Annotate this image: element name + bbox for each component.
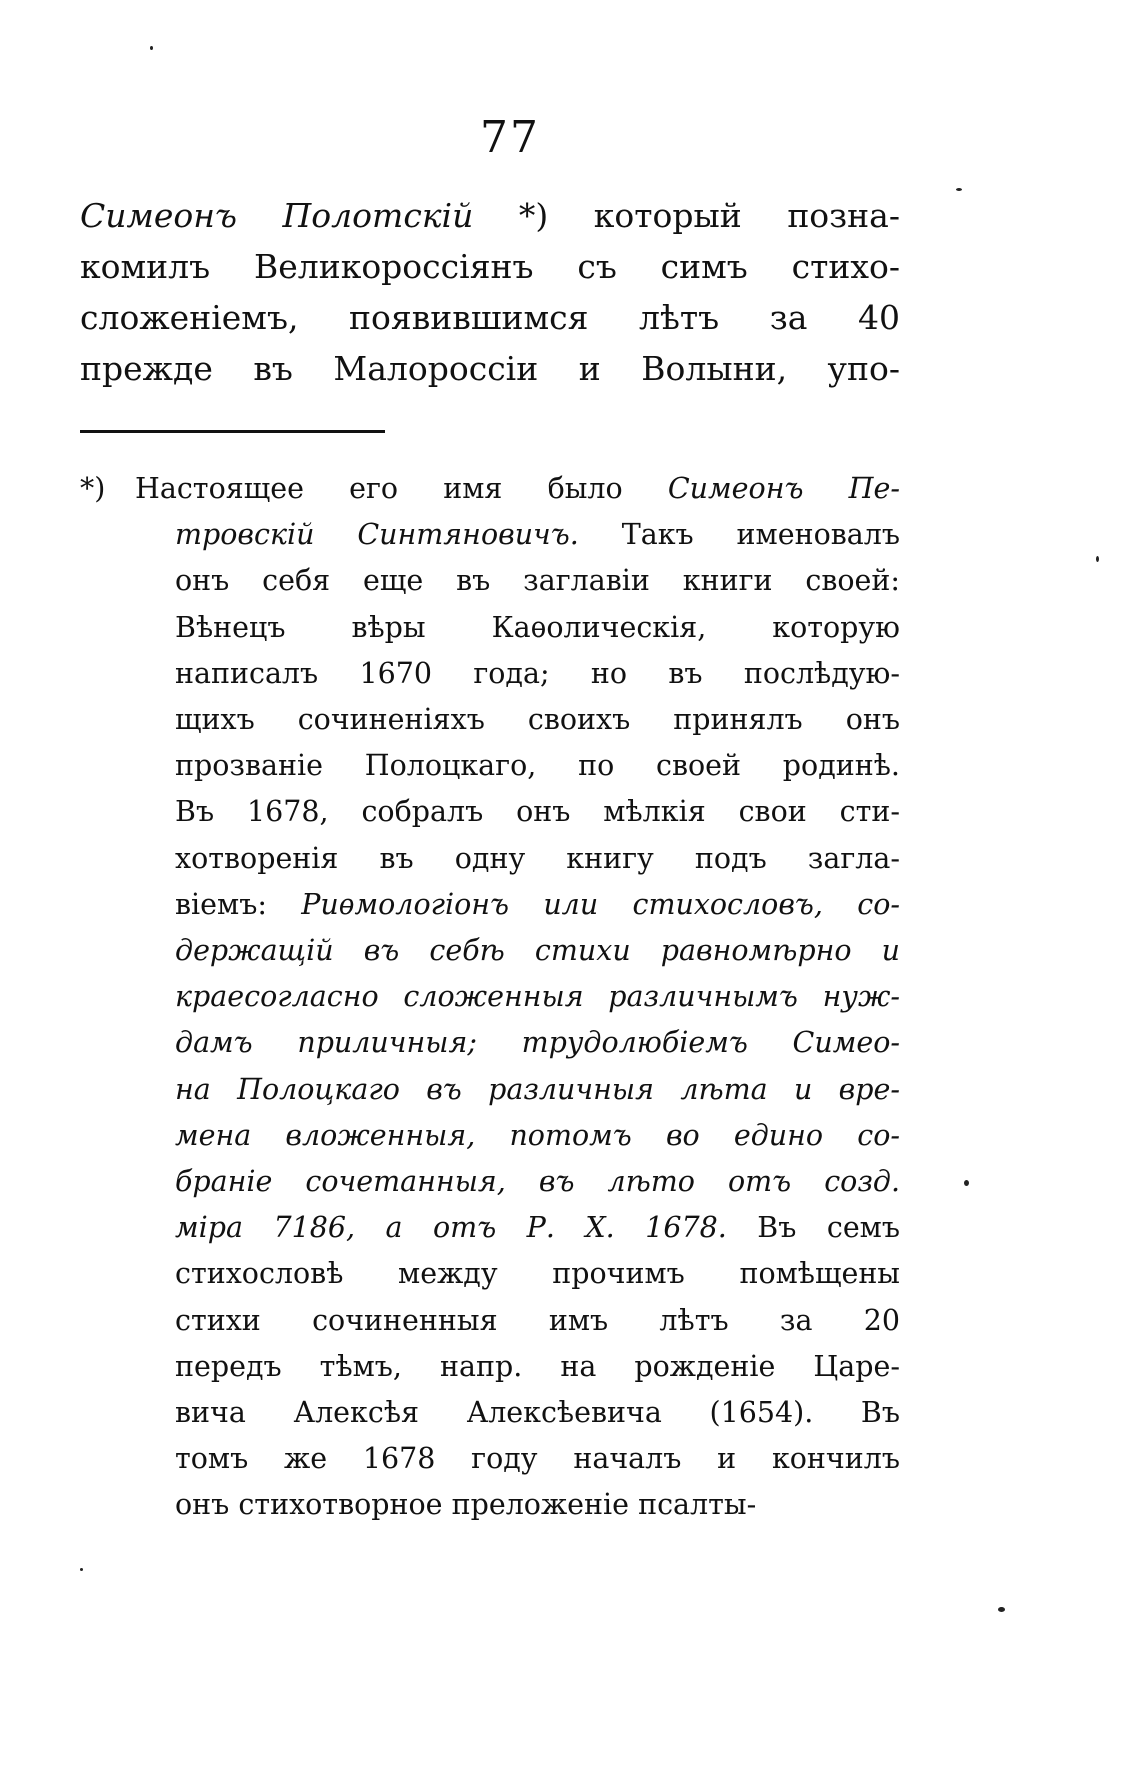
footnote-line <box>175 1298 900 1344</box>
text-run: онъ себя еще въ заглавіи книги своей: <box>175 564 900 598</box>
italic-run: дамъ приличныя; трудолюбіемъ Симео- <box>175 1026 900 1060</box>
italic-run: браніе сочетанныя, въ лѣто отъ созд. <box>175 1165 900 1199</box>
footnote-line <box>175 1251 900 1297</box>
footnote-line <box>175 928 900 974</box>
text-run: стихословѣ между прочимъ помѣщены <box>175 1257 900 1291</box>
footnote-body <box>80 466 900 1529</box>
footnote-line <box>175 1020 900 1066</box>
scan-speck <box>80 1568 83 1571</box>
footnote-line <box>175 1067 900 1113</box>
footnote-line <box>175 1113 900 1159</box>
text-run: щихъ сочиненіяхъ своихъ принялъ онъ <box>175 703 900 737</box>
italic-run: Симеонъ Пе- <box>667 472 900 505</box>
text-run: написалъ 1670 года; но въ послѣдую- <box>175 656 900 690</box>
scan-speck <box>150 46 153 50</box>
text-run: прозваніе Полоцкаго, по своей родинѣ. <box>175 749 900 783</box>
page-number: 77 <box>480 112 540 163</box>
footnote-line <box>175 882 900 928</box>
scan-speck <box>956 188 962 191</box>
italic-run: краесогласно сложенныя различнымъ нуж- <box>175 980 900 1014</box>
main-text <box>80 190 900 394</box>
scan-speck <box>1096 556 1099 562</box>
footnote-line <box>175 1159 900 1205</box>
italic-run: тровскій Синтяновичъ. <box>175 518 579 552</box>
italic-run: держащій въ себѣ стихи равномѣрно и <box>175 934 900 968</box>
footnote-line <box>175 558 900 604</box>
text-run: онъ стихотворное преложеніе псалты- <box>175 1488 757 1522</box>
text-line <box>80 292 900 343</box>
text-run: стихи сочиненныя имъ лѣтъ за 20 <box>175 1303 900 1337</box>
text-run: Такъ именовалъ <box>578 518 901 552</box>
text-run: вича Алексѣя Алексѣевича (1654). Въ <box>175 1396 900 1430</box>
footnote-line <box>175 651 900 697</box>
italic-run: мена вложенныя, потомъ во едино со- <box>175 1118 900 1152</box>
text-run: сложеніемъ, появившимся лѣтъ за 40 <box>80 298 900 337</box>
footnote <box>80 466 900 1529</box>
text-line <box>80 343 900 394</box>
text-run: віемъ: <box>175 887 302 921</box>
italic-run: міра 7186, а отъ Р. Х. 1678. <box>175 1211 727 1245</box>
footnote-line <box>175 697 900 743</box>
text-run: Въ семъ <box>726 1211 900 1245</box>
footnote-line <box>175 1482 900 1528</box>
italic-run: Симеонъ Полотскій <box>80 196 474 235</box>
text-run: хотворенія въ одну книгу подъ загла- <box>175 841 900 875</box>
footnote-line <box>175 1344 900 1390</box>
footnote-line <box>175 1205 900 1251</box>
text-run: прежде въ Малороссіи и Волыни, упо- <box>80 349 900 388</box>
text-run: Въ 1678, собралъ онъ мѣлкія свои сти- <box>175 795 900 829</box>
footnote-line <box>175 789 900 835</box>
footnote-divider <box>80 430 385 433</box>
text-run: комилъ Великороссіянъ съ симъ стихо- <box>80 247 900 286</box>
footnote-line <box>175 836 900 882</box>
footnote-line <box>175 1436 900 1482</box>
footnote-line <box>175 605 900 651</box>
footnote-line <box>135 466 900 512</box>
italic-run: на Полоцкаго въ различныя лѣта и вре- <box>175 1072 900 1106</box>
footnote-line <box>175 974 900 1020</box>
footnote-marker: *) <box>80 472 106 505</box>
text-run: томъ же 1678 году началъ и кончилъ <box>175 1442 900 1476</box>
text-run: *) который позна- <box>473 196 900 235</box>
text-run: Вѣнецъ вѣры Каѳолическія, которую <box>175 610 900 644</box>
footnote-line <box>175 512 900 558</box>
footnote-line <box>175 743 900 789</box>
text-run: Настоящее его имя было <box>135 472 668 505</box>
scan-speck <box>964 1180 969 1186</box>
text-line <box>80 190 900 241</box>
footnote-line <box>175 1390 900 1436</box>
text-line <box>80 241 900 292</box>
italic-run: Риѳмологіонъ или стихословъ, со- <box>301 887 901 921</box>
scan-speck <box>998 1607 1005 1612</box>
text-run: передъ тѣмъ, напр. на рожденіе Царе- <box>175 1349 900 1383</box>
